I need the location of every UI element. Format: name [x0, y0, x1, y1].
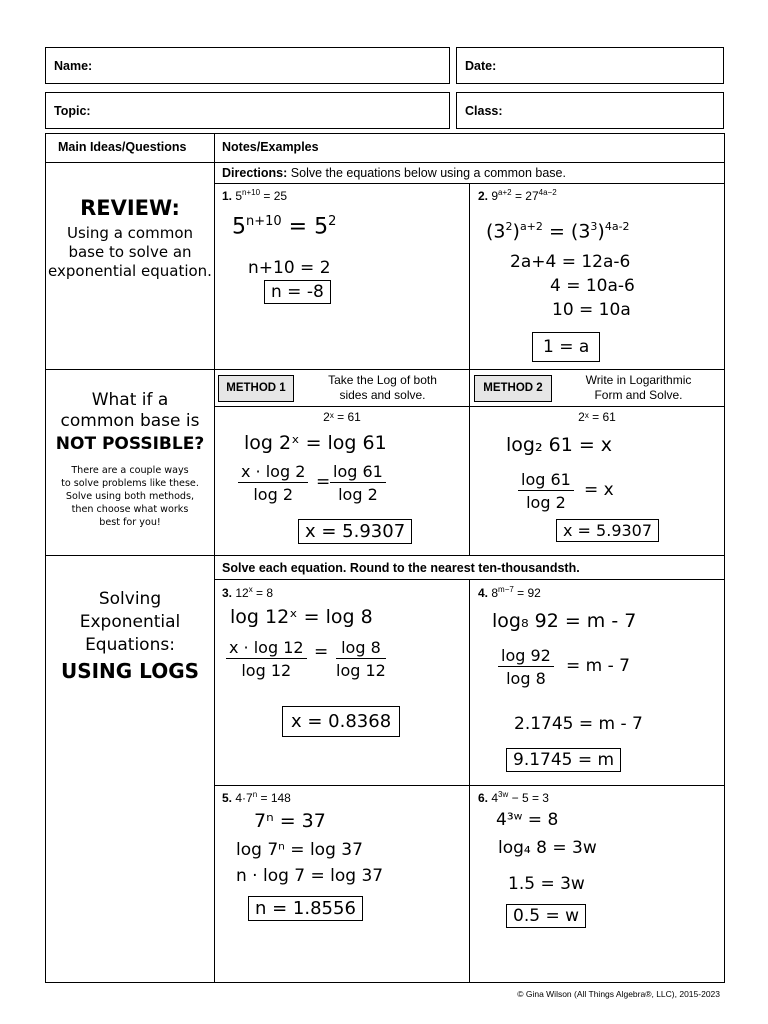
method-1-lhs-den: log 2 — [253, 485, 294, 504]
copyright-notice: © Gina Wilson (All Things Algebra®, LLC), 2015-2023 — [517, 989, 720, 999]
problem-3-lhs-fraction — [226, 638, 307, 680]
problem-3-rhs-den: log 12 — [336, 661, 386, 680]
problem-4-work-1: log₈ 92 = m - 7 — [492, 610, 637, 632]
problem-6-work-2: log₄ 8 = 3w — [498, 838, 597, 858]
column-header-notes: Notes/Examples — [222, 140, 319, 154]
method-2-equation: 2ˣ = 61 — [578, 410, 616, 424]
problem-2-work-1: $(3^2)^{a+2} = (3^3)^{4a-2}$ — [486, 220, 630, 243]
problem-5-prompt: 5. $4\cdot 7^n = 148$ — [222, 790, 291, 805]
topic-field[interactable] — [45, 92, 450, 129]
problem-5-work-2: log 7ⁿ = log 37 — [236, 840, 363, 860]
problem-3-lhs-den: log 12 — [241, 661, 292, 680]
using-logs-line-1: Solving — [98, 589, 162, 609]
method-1-rhs-den: log 2 — [338, 485, 378, 504]
method-2-fraction — [518, 470, 574, 512]
directions-text: Solve the equations below using a common base. — [290, 166, 566, 180]
not-possible-line-1: What if a — [91, 390, 169, 410]
name-label: Name: — [54, 58, 93, 73]
problem-3-rhs-num: log 8 — [336, 638, 386, 659]
not-possible-line-2: common base is — [60, 411, 200, 431]
not-possible-note-1: There are a couple ways — [71, 465, 189, 476]
problem-6-answer: 0.5 = w — [506, 904, 586, 928]
review-line-1: Using a common — [66, 224, 194, 242]
not-possible-note-2: to solve problems like these. — [61, 478, 199, 489]
method-2-line-1: Write in Logarithmic — [585, 373, 692, 387]
problem-1-prompt: 1. $5^{n+10} = 25$ — [222, 188, 288, 203]
method-2-equals: = x — [584, 480, 614, 500]
not-possible-note-3: Solve using both methods, — [65, 491, 195, 502]
problem-4-den: log 8 — [506, 669, 546, 688]
method-1-description — [300, 373, 465, 403]
using-logs-sidebar — [46, 588, 214, 685]
method-1-line-2: sides and solve. — [339, 388, 426, 402]
method-2-line-2: Form and Solve. — [594, 388, 683, 402]
problem-4-prompt: 4. $8^{m-7} = 92$ — [478, 585, 541, 600]
problem-3-number: 3. — [222, 586, 233, 600]
problem-5-work-1: 7ⁿ = 37 — [254, 810, 326, 832]
problem-5-answer: n = 1.8556 — [248, 896, 363, 921]
problem-3-lhs-num: x · log 12 — [226, 638, 307, 659]
problem-5-number: 5. — [222, 791, 233, 805]
problem-6-number: 6. — [478, 791, 489, 805]
not-possible-sidebar — [46, 390, 214, 529]
method-1-rhs-num: log 61 — [330, 462, 386, 483]
method-1-equation: 2ˣ = 61 — [323, 410, 361, 424]
problem-3-rhs-fraction — [336, 638, 386, 680]
method-2-description — [556, 373, 721, 403]
problem-4-number: 4. — [478, 586, 489, 600]
problem-4-fraction — [498, 646, 554, 688]
problem-6-work-3: 1.5 = 3w — [508, 874, 585, 894]
problem-2-work-2: 2a+4 = 12a-6 — [510, 252, 631, 272]
problem-1-work-2: n+10 = 2 — [248, 258, 331, 278]
problem-1-number: 1. — [222, 189, 233, 203]
review-line-2: base to solve an — [68, 243, 192, 261]
problem-1-work-1: $5^{n+10} = 5^2$ — [232, 214, 337, 240]
method-1-equals: = — [316, 472, 331, 492]
not-possible-note-5: best for you! — [99, 517, 161, 528]
problem-4-work-2: 2.1745 = m - 7 — [514, 714, 643, 734]
name-field[interactable] — [45, 47, 450, 84]
review-sidebar — [46, 194, 214, 281]
using-logs-line-3: Equations: — [85, 635, 175, 655]
using-logs-title: USING LOGS — [60, 659, 200, 683]
class-field[interactable] — [456, 92, 724, 129]
problem-3-work-1: log 12ˣ = log 8 — [230, 606, 373, 628]
using-logs-line-2: Exponential — [79, 612, 181, 632]
problem-5-work-3: n · log 7 = log 37 — [236, 866, 384, 886]
method-1-answer: x = 5.9307 — [298, 519, 412, 544]
problem-6-work-1: 4³ʷ = 8 — [496, 810, 559, 830]
method-2-den: log 2 — [526, 493, 566, 512]
column-header-main-ideas: Main Ideas/Questions — [58, 140, 187, 154]
date-field[interactable] — [456, 47, 724, 84]
directions — [222, 166, 566, 180]
problem-4-answer: 9.1745 = m — [506, 748, 621, 772]
problem-4-equals: = m - 7 — [566, 656, 630, 676]
method-1-work-1: log 2ˣ = log 61 — [244, 432, 387, 454]
not-possible-title: NOT POSSIBLE? — [55, 434, 205, 454]
method-1-rhs-fraction — [330, 462, 386, 504]
method-2-answer: x = 5.9307 — [556, 519, 659, 542]
problem-4-num: log 92 — [498, 646, 554, 667]
problem-3-equals: = — [314, 642, 329, 662]
problem-3-prompt: 3. $12^x = 8$ — [222, 585, 274, 600]
method-2-work-1: log₂ 61 = x — [506, 434, 613, 456]
not-possible-note-4: then choose what works — [71, 504, 189, 515]
problem-3-answer: x = 0.8368 — [282, 706, 400, 737]
problem-2-prompt: 2. $9^{a+2} = 27^{4a-2}$ — [478, 188, 557, 203]
using-logs-instructions: Solve each equation. Round to the nearest ten-thousandsth. — [222, 561, 580, 575]
problem-2-number: 2. — [478, 189, 489, 203]
topic-label: Topic: — [54, 103, 91, 118]
method-2-tag: METHOD 2 — [474, 375, 552, 402]
method-1-lhs-num: x · log 2 — [238, 462, 308, 483]
method-1-line-1: Take the Log of both — [328, 373, 437, 387]
directions-label: Directions: — [222, 166, 288, 180]
problem-2-answer: 1 = a — [532, 332, 600, 362]
method-1-lhs-fraction — [238, 462, 308, 504]
class-label: Class: — [465, 103, 503, 118]
review-title: REVIEW: — [80, 196, 180, 220]
problem-2-work-3: 4 = 10a-6 — [550, 276, 635, 296]
method-1-tag: METHOD 1 — [218, 375, 294, 402]
method-2-num: log 61 — [518, 470, 574, 491]
problem-2-work-4: 10 = 10a — [552, 300, 631, 320]
problem-6-prompt: 6. $4^{3w} - 5 = 3$ — [478, 790, 549, 805]
problem-1-answer: n = -8 — [264, 280, 331, 304]
date-label: Date: — [465, 58, 497, 73]
review-line-3: exponential equation. — [48, 262, 212, 280]
